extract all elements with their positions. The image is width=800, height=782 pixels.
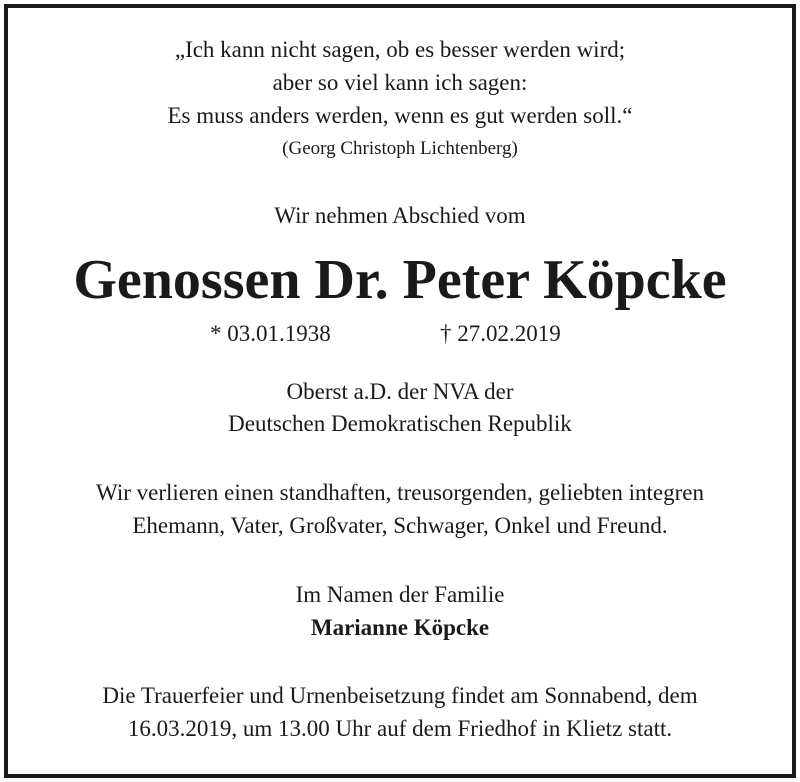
birth-date: * 03.01.1938 (210, 321, 331, 346)
quote-line-1: „Ich kann nicht sagen, ob es besser werden wird; (174, 37, 626, 62)
tribute-line-2: Ehemann, Vater, Großvater, Schwager, Onkel und Freund. (132, 513, 668, 538)
quote-line-2: aber so viel kann ich sagen: (272, 70, 528, 95)
quote-line-3: Es muss anders werden, wenn es gut werden soll.“ (167, 103, 633, 128)
rank-line: Oberst a.D. der NVA der (286, 379, 514, 404)
country-line: Deutschen Demokratischen Republik (228, 411, 572, 436)
intro-text: Wir nehmen Abschied vom (274, 203, 526, 228)
funeral-line-2: 16.03.2019, um 13.00 Uhr auf dem Friedhof in Klietz statt. (127, 716, 673, 741)
quote-author: (Georg Christoph Lichtenberg) (282, 138, 518, 159)
death-date: † 27.02.2019 (440, 321, 561, 346)
tribute-line-1: Wir verlieren einen standhaften, treusorgenden, geliebten integren (96, 480, 704, 505)
deceased-name: Genossen Dr. Peter Köpcke (73, 249, 727, 311)
signatory-name: Marianne Köpcke (310, 615, 490, 640)
family-line: Im Namen der Familie (295, 582, 505, 607)
funeral-line-1: Die Trauerfeier und Urnenbeisetzung findet am Sonnabend, dem (102, 683, 698, 708)
